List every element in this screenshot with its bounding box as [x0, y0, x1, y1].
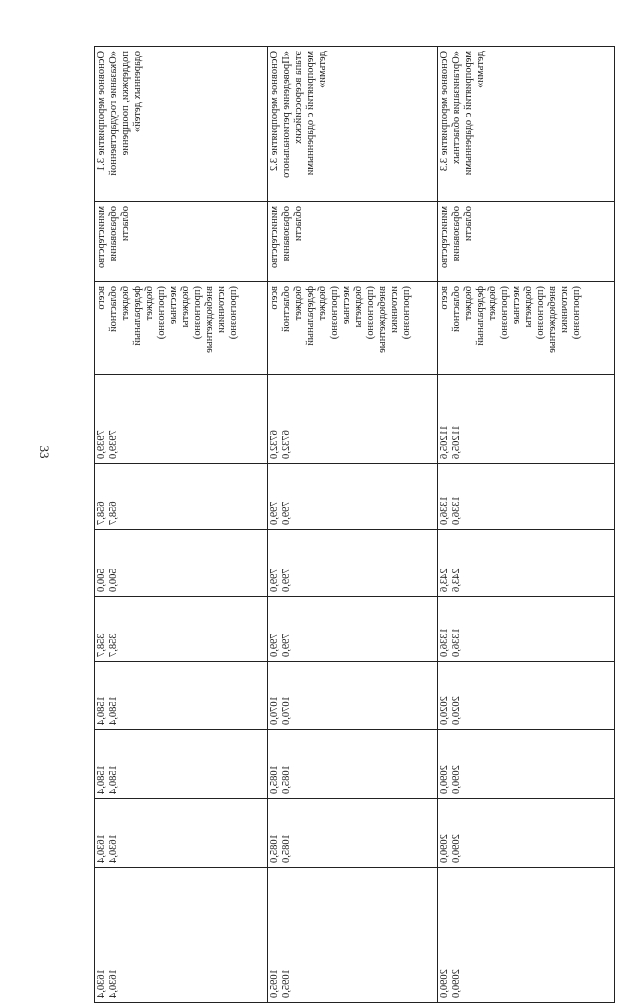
amount-cell: 1580,4 1580,4	[95, 730, 268, 799]
amount-cell: 11205,6 11205,6	[438, 375, 615, 464]
amount-cell: 799,0 799,0	[268, 597, 438, 662]
funding-sources: всего областной бюджет федеральный бюджет (прогнозно) местные бюджеты (прогнозно) внебюджетные источники (прогнозно)	[268, 282, 438, 375]
amount-cell: 1336,0 1336,0	[438, 597, 615, 662]
activity-name: Основное мероприятие 3.1 «Оказание государственной поддержки, поощрение одаренных детей»	[95, 47, 268, 202]
amount-cell: 6732,0 6732,0	[268, 375, 438, 464]
executor-cell: министерство образования области	[95, 202, 268, 282]
amount-cell: 2020,0 2020,0	[438, 662, 615, 730]
amount-cell: 799,0 799,0	[268, 464, 438, 530]
executor-cell: министерство образования области	[438, 202, 615, 282]
table-row	[438, 47, 615, 1003]
amount-cell: 1070,0 1070,0	[268, 662, 438, 730]
amount-cell: 243,6 243,6	[438, 530, 615, 597]
activity-name: Основное мероприятие 3.2 «Проведение регионального этапа всероссийских мероприятий с одаренными детьми»	[268, 47, 438, 202]
page-number: 33	[37, 445, 52, 459]
table-row	[268, 47, 438, 1003]
amount-cell: 1630,4 1630,4	[95, 868, 268, 1003]
amount-cell: 7939,0 7939,0	[95, 375, 268, 464]
amount-cell: 658,7 658,7	[95, 464, 268, 530]
rotated-page-content	[94, 46, 614, 998]
amount-cell: 1095,0 1095,0	[268, 868, 438, 1003]
amount-cell: 2090,0 2090,0	[438, 799, 615, 868]
amount-cell: 1336,0 1336,0	[438, 464, 615, 530]
activity-name: Основное мероприятие 3.3 «Организация областных мероприятий с одаренными детьми»	[438, 47, 615, 202]
executor-cell: министерство образования области	[268, 202, 438, 282]
amount-cell: 1085,0 1085,0	[268, 799, 438, 868]
funding-sources: всего областной бюджет федеральный бюджет (прогнозно) местные бюджеты (прогнозно) внебюджетные источники (прогнозно)	[95, 282, 268, 375]
amount-cell: 799,0 799,0	[268, 530, 438, 597]
amount-cell: 358,7 358,7	[95, 597, 268, 662]
amount-cell: 500,0 500,0	[95, 530, 268, 597]
amount-cell: 1085,0 1085,0	[268, 730, 438, 799]
amount-cell: 2090,0 2090,0	[438, 730, 615, 799]
funding-table	[94, 46, 615, 1003]
amount-cell: 2090,0 2090,0	[438, 868, 615, 1003]
amount-cell: 1580,4 1580,4	[95, 662, 268, 730]
amount-cell: 1630,4 1630,4	[95, 799, 268, 868]
table-row	[95, 47, 268, 1003]
funding-sources: всего областной бюджет федеральный бюджет (прогнозно) местные бюджеты (прогнозно) внебюджетные источники (прогнозно)	[438, 282, 615, 375]
